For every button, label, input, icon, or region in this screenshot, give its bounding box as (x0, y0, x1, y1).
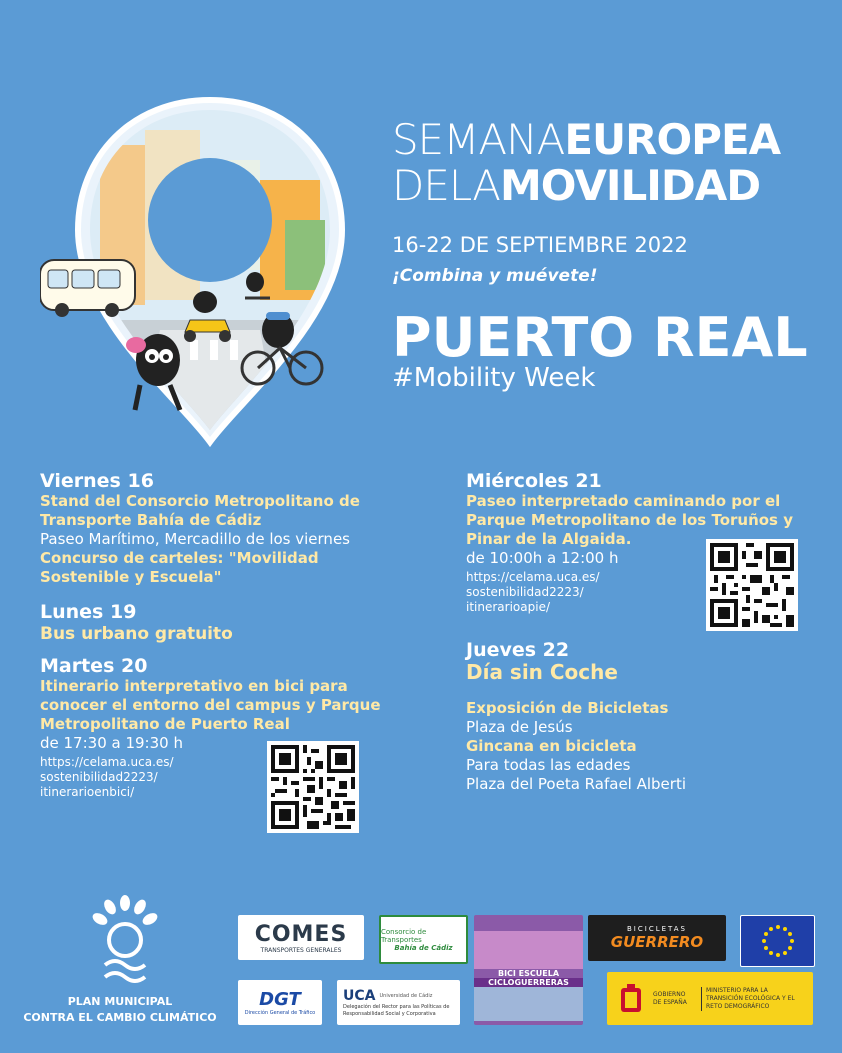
day-miercoles: Miércoles 21 (466, 470, 602, 492)
qr-code-pie[interactable] (706, 539, 798, 631)
plan-line-1: PLAN MUNICIPAL (67, 995, 173, 1008)
event-gincana: Gincana en bicicleta (466, 737, 637, 755)
url-pie-line2[interactable]: sostenibilidad2223/ (466, 585, 584, 599)
schedule-right-column (466, 470, 816, 794)
logo-cicloguerreras-text: CICLOGUERRERAS (474, 978, 583, 987)
logo-ministerio-text: MINISTERIO PARA LA TRANSICIÓN ECOLÓGICA Y EL RETO DEMOGRÁFICO (701, 987, 806, 1011)
bus-icon (40, 260, 135, 317)
event-exposicion-bicicletas: Exposición de Bicicletas (466, 699, 669, 717)
url-bici-line3[interactable]: itinerarioenbici/ (40, 785, 135, 799)
day-jueves: Jueves 22 (466, 639, 570, 661)
qr-code-icon (271, 745, 355, 829)
title-word-movilidad: MOVILIDAD (499, 161, 761, 210)
hero-illustration (40, 70, 380, 450)
logo-uca-desc: Delegación del Rector para las Políticas de Responsabilidad Social y Corporativa (343, 1003, 450, 1017)
plan-line-2: CONTRA EL CAMBIO CLIMÁTICO (23, 1011, 217, 1024)
event-exposicion-place: Plaza de Jesús (466, 718, 573, 736)
plan-municipal-logo (80, 895, 170, 990)
logo-consorcio-line2: Bahía de Cádiz (394, 943, 453, 952)
logo-guerrero-text: GUERRERO (610, 933, 704, 951)
logo-comes-sub: TRANSPORTES GENERALES (260, 946, 342, 954)
day-lunes: Lunes 19 (40, 601, 137, 623)
logo-guerrero-top: BICICLETAS (627, 925, 687, 933)
event-dia-sin-coche: Día sin Coche (466, 660, 618, 684)
logo-comes (238, 915, 364, 960)
logo-dgt-text: DGT (259, 989, 301, 1010)
url-bici-line1[interactable]: https://celama.uca.es/ (40, 755, 174, 769)
event-bus-gratuito: Bus urbano gratuito (40, 624, 233, 644)
event-stand-consorcio: Stand del Consorcio Metropolitano de Transporte Bahía de Cádiz (40, 492, 360, 529)
event-stand-place: Paseo Marítimo, Mercadillo de los viernes (40, 530, 350, 548)
logo-bici-escuela (474, 915, 583, 1025)
pin-hole (148, 158, 272, 282)
qr-code-bici[interactable] (267, 741, 359, 833)
city-title: PUERTO REAL (392, 306, 808, 369)
logo-uca-text: UCA (343, 987, 376, 1004)
event-gincana-place: Plaza del Poeta Rafael Alberti (466, 775, 686, 793)
title-word-europea: EUROPEA (564, 115, 781, 164)
plan-municipal-label (20, 994, 220, 1026)
logo-gobierno-text: GOBIERNO DE ESPAÑA (653, 990, 687, 1006)
event-paseo-interpretado: Paseo interpretado caminando por el Parque Metropolitano de los Toruños y Pinar de la Algaida. (466, 492, 793, 548)
day-viernes: Viernes 16 (40, 470, 154, 492)
event-dates: 16-22 DE SEPTIEMBRE 2022 (392, 233, 688, 257)
event-paseo-time: de 10:00h a 12:00 h (466, 549, 619, 567)
logo-eu-flag (740, 915, 815, 967)
logo-gobierno-espana (607, 972, 813, 1025)
bici-escuela-photo-1 (474, 931, 583, 969)
logo-consorcio-line1: Consorcio de Transportes (381, 927, 427, 944)
coat-of-arms-icon (617, 982, 645, 1016)
event-bici-time: de 17:30 a 19:30 h (40, 734, 183, 752)
bici-escuela-photo-2 (474, 987, 583, 1021)
logo-bici-escuela-text: BICI ESCUELA (497, 969, 560, 978)
event-itinerario-bici: Itinerario interpretativo en bici para conocer el entorno del campus y Parque Metropolitano de Puerto Real (40, 677, 381, 733)
logo-consorcio (379, 915, 468, 964)
day-martes: Martes 20 (40, 655, 148, 677)
eu-stars-icon (753, 921, 803, 961)
logo-bicicletas-guerrero (588, 915, 726, 961)
hashtag: #Mobility Week (392, 363, 596, 393)
url-pie-line1[interactable]: https://celama.uca.es/ (466, 570, 600, 584)
qr-code-icon (710, 543, 794, 627)
event-gincana-note: Para todas las edades (466, 756, 631, 774)
url-pie-line3[interactable]: itinerarioapie/ (466, 600, 550, 614)
slogan: ¡Combina y muévete! (392, 266, 598, 286)
logo-dgt-sub: Dirección General de Tráfico (244, 1010, 316, 1016)
title-word-dela: DELA (392, 161, 500, 210)
title-line-2 (392, 161, 761, 210)
url-bici-line2[interactable]: sostenibilidad2223/ (40, 770, 158, 784)
logo-uca (337, 980, 460, 1025)
title-line-1 (392, 115, 781, 164)
event-concurso-carteles: Concurso de carteles: "Movilidad Sostenible y Escuela" (40, 549, 319, 586)
title-word-semana: SEMANA (392, 115, 565, 164)
logo-comes-text: COMES (254, 921, 348, 947)
logo-uca-sub: Universidad de Cádiz (379, 992, 433, 999)
logo-dgt (238, 980, 322, 1025)
